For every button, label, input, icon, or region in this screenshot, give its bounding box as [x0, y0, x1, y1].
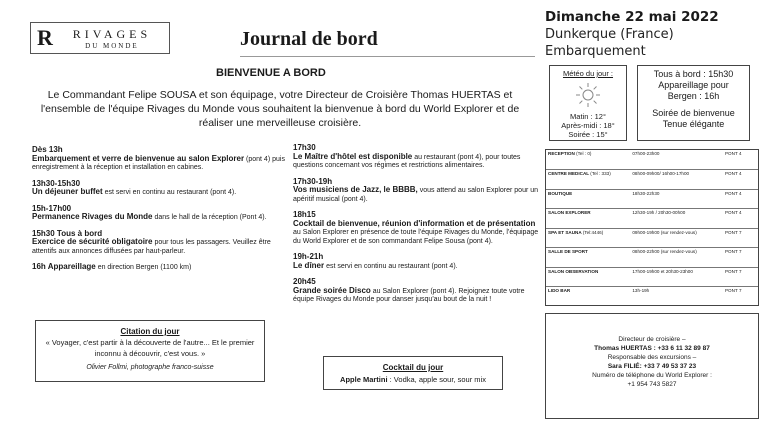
program-item	[293, 178, 539, 205]
program-note: en direction Bergen (1100 km)	[97, 264, 192, 271]
program-title: Cocktail de bienvenue, réunion d'information et de présentation	[293, 218, 536, 228]
program-time: 17h30-19h	[293, 176, 333, 186]
table-row	[546, 209, 758, 229]
cocktail-line	[324, 374, 502, 386]
citation-author: Olivier Follmi, photographe franco-suisse	[86, 364, 214, 371]
program-item	[293, 253, 539, 271]
table-row	[546, 267, 758, 287]
evening-event: Soirée de bienvenue	[652, 108, 735, 118]
program-note: au Salon Explorer (pont 4). Rejoignez toute votre équipe Rivages du Monde pour danser jusqu'au bout de la nuit !	[293, 287, 525, 303]
program-item	[32, 146, 287, 173]
service-hours: 17h00-19h00 et 20h30-23h00	[630, 267, 723, 287]
weather-box	[549, 65, 627, 141]
program-time: Dès 13h	[32, 145, 63, 154]
contacts-box	[545, 313, 759, 419]
journal-title: Journal de bord	[240, 28, 378, 50]
service-hours: 07h00-23h00	[630, 150, 723, 170]
weather-morning: Matin : 12°	[570, 112, 606, 121]
welcome-heading: BIENVENUE A BORD	[216, 67, 326, 79]
program-left	[32, 146, 287, 280]
cocktail-ingredients: : Vodka, apple sour, sour mix	[389, 375, 486, 384]
brand-name: RIVAGES	[72, 26, 152, 41]
service-name: SALON OBSERVATION	[546, 267, 630, 287]
cocktail-name: Apple Martini	[340, 375, 388, 384]
table-row	[546, 150, 758, 170]
weather-evening: Soirée : 15°	[568, 130, 608, 139]
service-name: SALON EXPLORER	[546, 209, 630, 229]
program-time: 15h30 Tous à bord	[32, 228, 103, 238]
program-time: 15h-17h00	[32, 203, 72, 213]
service-hours: 13h-19h	[632, 288, 650, 293]
program-note: au restaurant (pont 4), pour toutes questions concernant vos régimes et restrictions alimentaires.	[293, 153, 521, 169]
cruise-director-phone: Thomas HUERTAS : +33 6 11 32 89 87	[594, 345, 710, 352]
service-name: LIDO BAR	[548, 288, 571, 293]
service-name: SPA ET SAUNA (Tel:4446)	[546, 228, 630, 248]
brand-wordmark	[61, 27, 163, 50]
service-hours: 08h00-22h00 (sur rendez-vous)	[630, 248, 723, 268]
service-phone: (Tel : 333)	[590, 171, 611, 176]
service-name: RECEPTION (Tel : 0)	[546, 150, 630, 170]
program-note: vous attend au salon Explorer pour un apéritif musical (pont 4).	[293, 187, 539, 203]
event-text: Embarquement	[545, 44, 646, 59]
program-title: Un déjeuner buffet	[32, 187, 103, 196]
program-item	[293, 211, 539, 246]
dress-code: Tenue élégante	[662, 119, 725, 129]
brand-sub: DU MONDE	[85, 41, 139, 50]
weather-title: Météo du jour :	[562, 69, 614, 78]
program-item	[32, 230, 287, 257]
departure-label: Appareillage pour	[658, 80, 729, 90]
table-row	[546, 189, 758, 209]
departure-time: Bergen : 16h	[667, 91, 720, 101]
citation-heading: Citation du jour	[120, 327, 180, 336]
service-deck: PONT 7	[723, 228, 758, 248]
citation-quote: « Voyager, c'est partir à la découverte de l'autre... Et le premier inconnu à découvrir, c'est vous. »	[45, 338, 255, 358]
service-deck: PONT 4	[723, 189, 758, 209]
table-row	[546, 228, 758, 248]
table-row	[546, 248, 758, 268]
program-title: Exercice de sécurité obligatoire	[32, 237, 153, 246]
program-item	[32, 180, 287, 198]
sun-icon	[575, 82, 601, 108]
service-deck: PONT 7	[723, 248, 758, 268]
service-hours: 08h00-09h00/ 16h00-17h00	[630, 170, 723, 190]
aboard-box	[637, 65, 750, 141]
table-row	[546, 287, 758, 307]
service-phone: (Tel:4446)	[582, 229, 604, 235]
date-heading: Dimanche 22 mai 2022	[545, 9, 719, 25]
program-time: 13h30-15h30	[32, 178, 81, 188]
brand-logo	[30, 22, 170, 54]
service-deck: PONT 7	[723, 267, 758, 287]
program-item	[32, 263, 287, 273]
citation-box	[35, 320, 265, 382]
service-phone: (Tel : 0)	[576, 151, 592, 156]
title-rule	[240, 56, 535, 57]
program-note: dans le hall de la réception (Pont 4).	[154, 214, 267, 221]
program-note: au Salon Explorer en présence de toute l'équipe Rivages du Monde, l'équipage du World Explorer et de son commandant Felipe Sousa (pont 4).	[293, 229, 539, 245]
service-deck: PONT 7	[724, 288, 742, 293]
service-hours: 18h30-22h30	[630, 189, 723, 209]
program-item	[293, 144, 539, 171]
aboard-time: Tous à bord : 15h30	[653, 69, 734, 79]
service-name: CENTRE MEDICAL (Tel : 333)	[546, 170, 630, 190]
place-text: Dunkerque (France)	[545, 27, 674, 42]
program-title: Le Maître d'hôtel est disponible	[293, 151, 413, 161]
service-hours: 09h00-19h00 (sur rendez-vous)	[630, 228, 723, 248]
excursions-label: Responsable des excursions –	[607, 354, 697, 361]
welcome-text: Le Commandant Felipe SOUSA et son équipage, votre Directeur de Croisière Thomas HUERTAS et l'ensemble de l'équipe Rivages du Monde vous souhaitent la bienvenue à bord du World Explorer et de réaliser une merveilleuse croisière.	[40, 89, 520, 129]
program-item	[293, 278, 539, 305]
cocktail-box	[323, 356, 503, 390]
service-name: SALLE DE SPORT	[546, 248, 630, 268]
program-note: (pont 4) puis enregistrement à la réception et installation en cabines.	[32, 155, 285, 171]
program-right	[293, 144, 539, 312]
program-title: Vos musiciens de Jazz, le BBBB,	[293, 185, 418, 194]
ship-phone-label: Numéro de téléphone du World Explorer :	[592, 372, 712, 379]
program-time: 17h30	[293, 143, 316, 152]
service-hours: 12h30-19h / 20h30-00h00	[630, 209, 723, 229]
program-title: Embarquement et verre de bienvenue au salon Explorer	[32, 153, 245, 163]
service-name: BOUTIQUE	[546, 189, 630, 209]
program-title: 16h Appareillage	[32, 262, 96, 271]
services-table	[545, 149, 759, 306]
cocktail-heading: Cocktail du jour	[382, 363, 444, 372]
program-title: Le dîner	[293, 260, 325, 270]
program-time: 19h-21h	[293, 252, 324, 261]
program-note: est servi en continu au restaurant (pont 4).	[326, 262, 458, 270]
excursions-phone: Sara FILIÉ: +33 7 49 53 37 23	[607, 363, 697, 370]
service-deck: PONT 4	[723, 209, 758, 229]
ship-phone: +1 954 743 5827	[627, 381, 677, 388]
cruise-director-label: Directeur de croisière –	[618, 336, 686, 343]
service-deck: PONT 4	[723, 170, 758, 190]
weather-afternoon: Après-midi : 18°	[561, 121, 615, 130]
program-note: pour tous les passagers. Veuillez être attentifs aux annonces diffusées par haut-parleur.	[32, 239, 271, 255]
brand-mark: R	[37, 25, 53, 50]
program-note: est servi en continu au restaurant (pont 4).	[104, 189, 237, 196]
service-deck: PONT 4	[723, 150, 758, 170]
program-item	[32, 205, 287, 223]
program-time: 20h45	[293, 277, 316, 286]
program-title: Permanence Rivages du Monde	[32, 212, 153, 221]
table-row	[546, 170, 758, 190]
program-title: Grande soirée Disco	[293, 285, 371, 295]
program-time: 18h15	[293, 210, 316, 219]
